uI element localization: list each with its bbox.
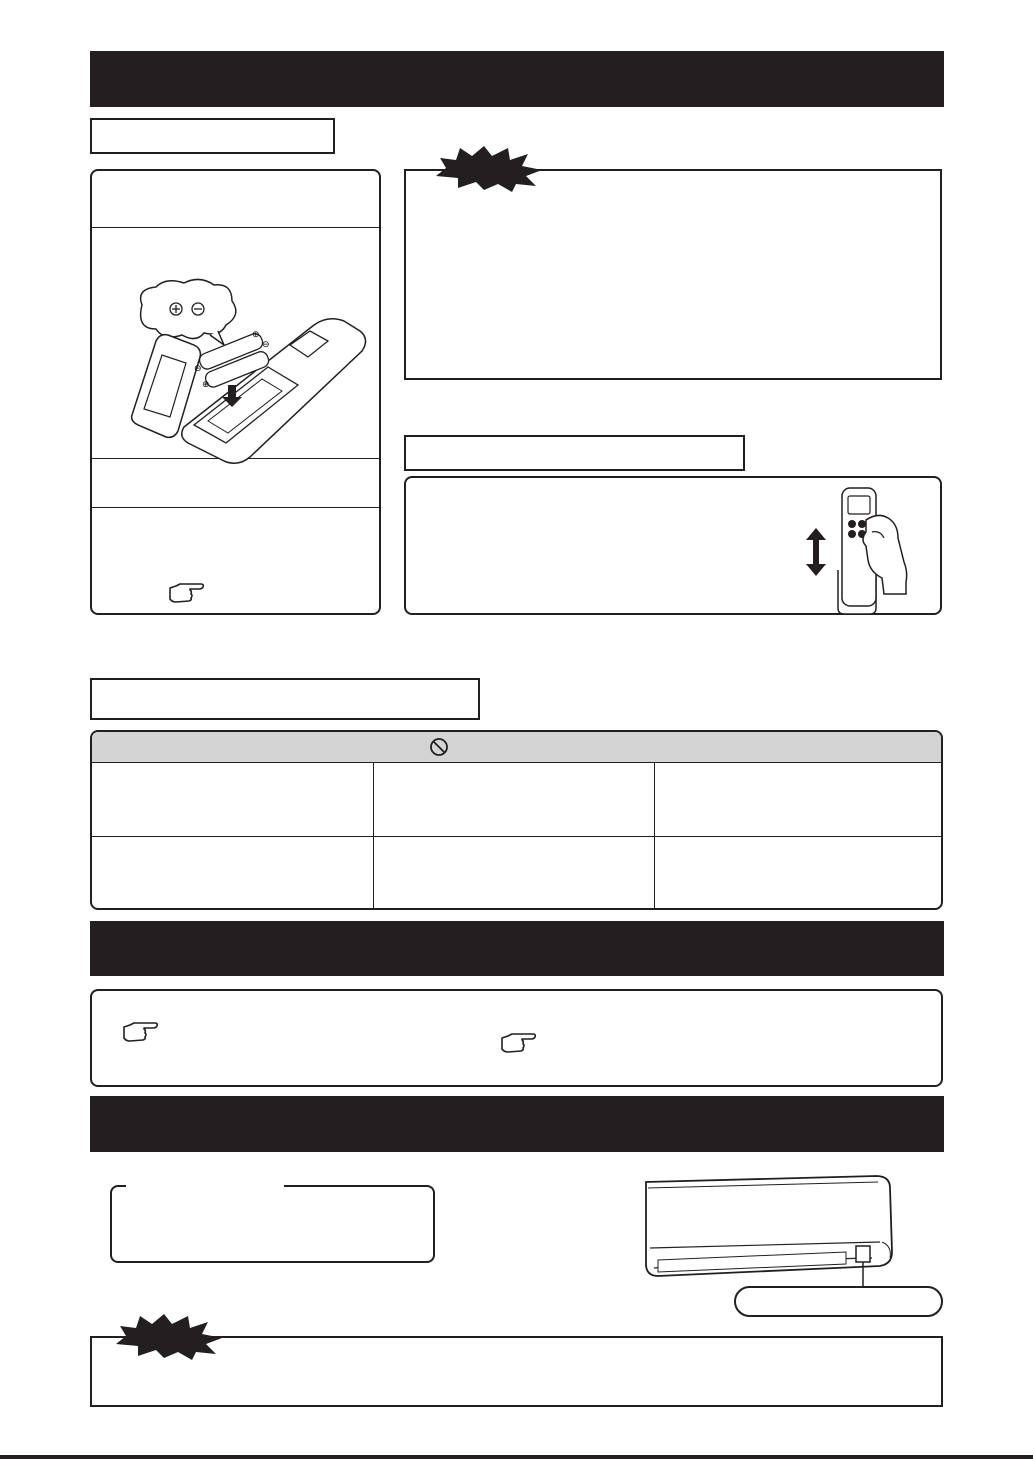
battery-instructions-panel [90, 169, 381, 615]
plus-icon [170, 303, 182, 315]
precautions-table [90, 730, 943, 910]
svg-text:⊕: ⊕ [252, 330, 260, 340]
remote-holder-panel [404, 476, 942, 615]
pointing-hand-icon [122, 1021, 158, 1043]
emergency-info-box [110, 1185, 435, 1263]
section-header-bar-3 [90, 1096, 944, 1152]
box-title-gap [126, 1183, 284, 1189]
section-header-bar-1 [90, 51, 944, 107]
indoor-unit-illustration [636, 1172, 898, 1292]
emergency-button-callout [734, 1286, 943, 1317]
section-header-bar-2 [90, 921, 944, 976]
precautions-banner [92, 732, 941, 763]
reference-panel [90, 989, 943, 1087]
panel-divider [92, 507, 379, 508]
table-row-divider [92, 836, 941, 837]
up-down-arrow-icon [806, 528, 826, 576]
burst-badge-icon [432, 144, 546, 192]
panel-divider [92, 227, 379, 228]
burst-badge-icon [112, 1312, 226, 1360]
notice-box [404, 169, 942, 380]
prohibition-icon [429, 737, 449, 757]
pointing-hand-icon [500, 1032, 536, 1054]
remote-in-holder-illustration [826, 482, 930, 616]
page-bottom-rule [0, 1455, 1033, 1459]
svg-text:⊕: ⊕ [202, 380, 210, 390]
battery-insertion-illustration [122, 275, 372, 465]
subheading-box-precautions [90, 678, 480, 720]
svg-text:⊖: ⊖ [194, 364, 202, 374]
pointing-hand-icon [168, 582, 204, 604]
subheading-box-remote-holder [404, 435, 745, 471]
svg-text:⊖: ⊖ [262, 340, 270, 350]
subheading-box-battery [90, 118, 335, 154]
minus-icon [192, 303, 204, 315]
